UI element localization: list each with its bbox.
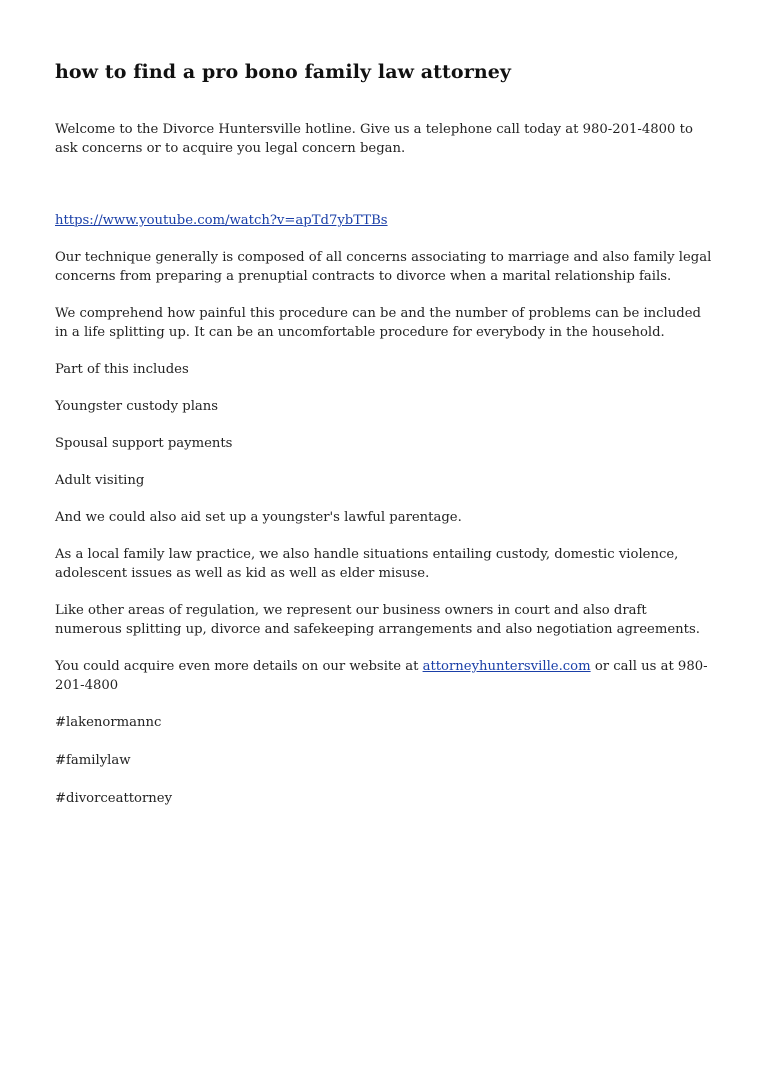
includes-paragraph: Part of this includes [55, 362, 189, 377]
youtube-link-paragraph [55, 211, 715, 230]
local-practice-paragraph: As a local family law practice, we also handle situations entailing custody, domestic violence, adolescent issues as well as kid as well as elder misuse. [55, 547, 679, 581]
hashtag-divorceattorney: #divorceattorney [55, 791, 173, 806]
details-suffix: or call us at 980-201-4800 [55, 659, 708, 693]
hashtag-familylaw: #familylaw [55, 753, 131, 768]
visiting-item: Adult visiting [55, 473, 145, 488]
hashtag-lakenormannc: #lakenormannc [55, 715, 162, 730]
comprehend-paragraph: We comprehend how painful this procedure can be and the number of problems can be included in a life splitting up. It can be an uncomfortable procedure for everybody in the household. [55, 306, 701, 340]
document-page [55, 58, 715, 808]
details-prefix: You could acquire even more details on our website at [55, 659, 423, 674]
custody-item: Youngster custody plans [55, 399, 219, 414]
parentage-paragraph: And we could also aid set up a youngster's lawful parentage. [55, 510, 462, 525]
other-areas-paragraph: Like other areas of regulation, we represent our business owners in court and also draft numerous splitting up, divorce and safekeeping arrangements and also negotiation agreements. [55, 603, 700, 637]
support-item: Spousal support payments [55, 436, 233, 451]
page-title: how to find a pro bono family law attorney [55, 61, 512, 83]
website-link[interactable]: attorneyhuntersville.com [422, 659, 591, 674]
technique-paragraph: Our technique generally is composed of all concerns associating to marriage and also family legal concerns from preparing a prenuptial contracts to divorce when a marital relationship fails. [55, 250, 712, 284]
youtube-link[interactable]: https://www.youtube.com/watch?v=apTd7ybTTBs [55, 213, 388, 228]
intro-paragraph: Welcome to the Divorce Huntersville hotline. Give us a telephone call today at 980-201-4800 to ask concerns or to acquire you legal concern began. [55, 122, 693, 156]
details-paragraph [55, 657, 715, 695]
